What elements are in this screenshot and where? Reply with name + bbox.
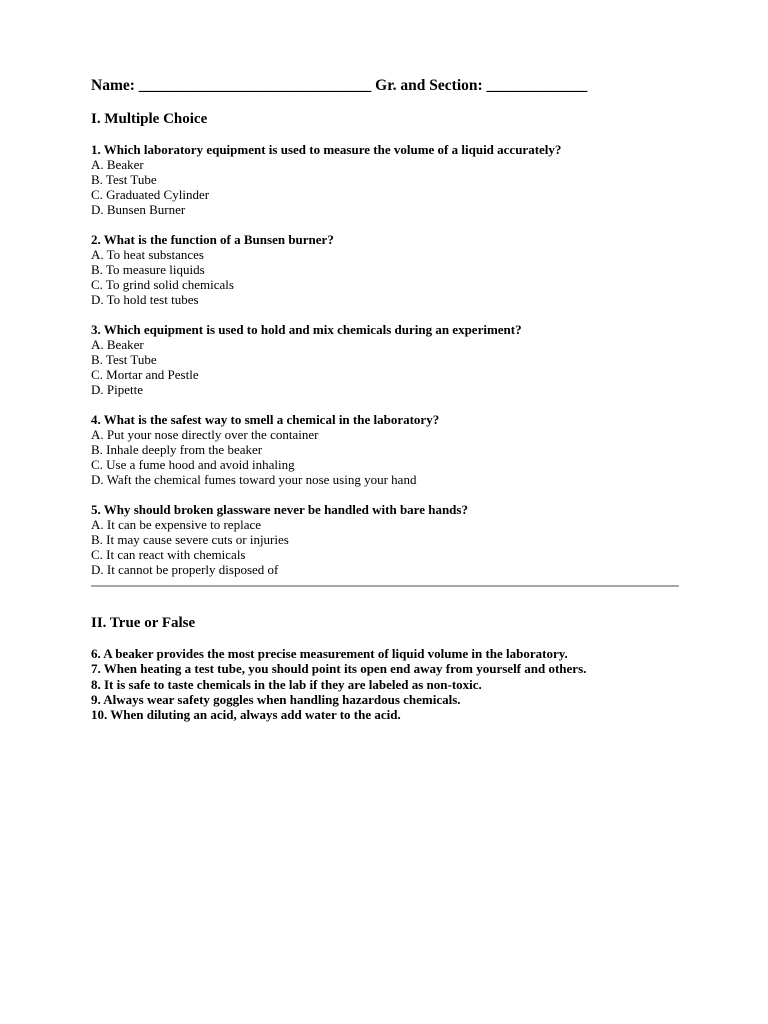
option-d: D. Pipette	[91, 382, 143, 397]
worksheet-content	[91, 76, 681, 722]
question-text: 5. Why should broken glassware never be handled with bare hands?	[91, 502, 468, 517]
true-false-item-7: 7. When heating a test tube, you should point its open end away from yourself and others.	[91, 661, 587, 677]
option-a: A. It can be expensive to replace	[91, 517, 262, 532]
section-divider	[91, 585, 679, 587]
question-5	[91, 502, 681, 577]
name-blank: ______________________________	[138, 77, 372, 94]
true-false-item-10: 10. When diluting an acid, always add water to the acid.	[91, 707, 401, 723]
option-c: C. Mortar and Pestle	[91, 367, 199, 382]
option-c: C. Use a fume hood and avoid inhaling	[91, 457, 295, 472]
question-3	[91, 322, 681, 397]
section-blank: _____________	[486, 77, 588, 94]
option-c: C. It can react with chemicals	[91, 547, 246, 562]
option-b: B. Test Tube	[91, 172, 157, 187]
question-1	[91, 142, 681, 217]
question-2	[91, 232, 681, 307]
option-d: D. It cannot be properly disposed of	[91, 562, 279, 577]
option-c: C. To grind solid chemicals	[91, 277, 234, 292]
option-b: B. Test Tube	[91, 352, 157, 367]
question-4	[91, 412, 681, 487]
true-false-items	[91, 646, 681, 722]
true-false-item-6: 6. A beaker provides the most precise measurement of liquid volume in the laboratory.	[91, 646, 568, 661]
option-c: C. Graduated Cylinder	[91, 187, 210, 202]
question-text: 3. Which equipment is used to hold and mix chemicals during an experiment?	[91, 322, 522, 337]
option-b: B. It may cause severe cuts or injuries	[91, 532, 289, 547]
option-a: A. To heat substances	[91, 247, 204, 262]
option-d: D. To hold test tubes	[91, 292, 199, 307]
true-false-title: II. True or False	[91, 615, 196, 631]
option-a: A. Put your nose directly over the container	[91, 427, 319, 442]
option-d: D. Waft the chemical fumes toward your nose using your hand	[91, 472, 417, 487]
question-text: 2. What is the function of a Bunsen burner?	[91, 232, 334, 247]
option-b: B. To measure liquids	[91, 262, 205, 277]
multiple-choice-title: I. Multiple Choice	[91, 111, 208, 127]
option-a: A. Beaker	[91, 157, 144, 172]
option-a: A. Beaker	[91, 337, 144, 352]
section-label: Gr. and Section:	[375, 77, 483, 94]
question-text: 4. What is the safest way to smell a chemical in the laboratory?	[91, 412, 440, 427]
question-text: 1. Which laboratory equipment is used to measure the volume of a liquid accurately?	[91, 142, 562, 157]
true-false-item-9: 9. Always wear safety goggles when handling hazardous chemicals.	[91, 691, 461, 707]
multiple-choice-questions	[91, 142, 681, 577]
true-false-item-8: 8. It is safe to taste chemicals in the lab if they are labeled as non-toxic.	[91, 676, 482, 692]
option-d: D. Bunsen Burner	[91, 202, 186, 217]
name-label: Name:	[91, 77, 135, 94]
option-b: B. Inhale deeply from the beaker	[91, 442, 263, 457]
name-section-header	[91, 76, 681, 96]
